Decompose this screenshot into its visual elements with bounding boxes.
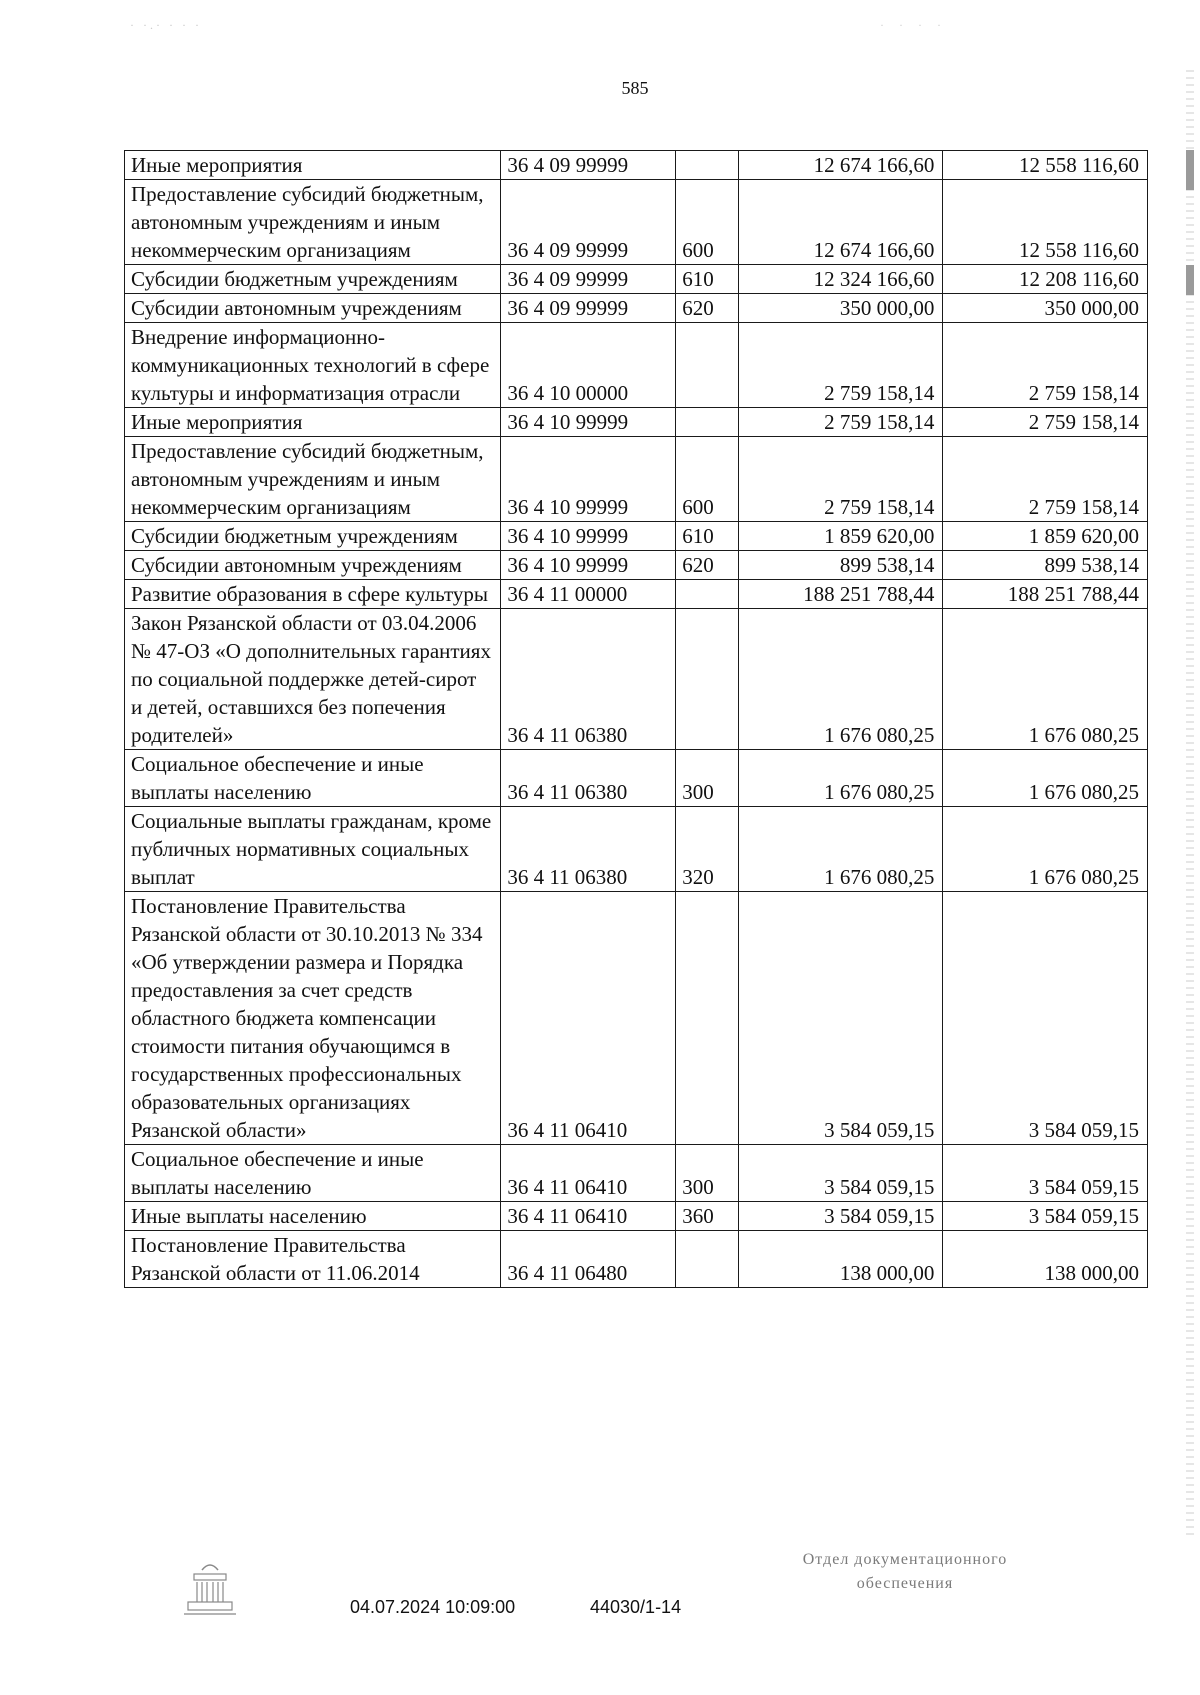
row-expense-type-cell [676,1231,739,1288]
row-expense-type-cell: 300 [676,1145,739,1202]
row-name-cell: Субсидии автономным учреждениям [125,294,501,323]
row-amount-1-cell: 899 538,14 [738,551,943,580]
row-name-cell: Иные выплаты населению [125,1202,501,1231]
row-name-cell: Постановление Правительства Рязанской области от 11.06.2014 [125,1231,501,1288]
row-amount-2-cell: 1 676 080,25 [943,609,1148,750]
row-amount-1-cell: 12 674 166,60 [738,151,943,180]
row-amount-2-cell: 1 676 080,25 [943,807,1148,892]
row-amount-1-cell: 138 000,00 [738,1231,943,1288]
row-amount-1-cell: 1 676 080,25 [738,750,943,807]
row-expense-type-cell: 600 [676,437,739,522]
row-code-cell: 36 4 10 99999 [501,437,676,522]
row-amount-1-cell: 1 676 080,25 [738,609,943,750]
row-expense-type-cell [676,408,739,437]
row-amount-2-cell: 12 208 116,60 [943,265,1148,294]
table-row [125,609,1148,750]
row-amount-2-cell: 138 000,00 [943,1231,1148,1288]
row-name-cell: Внедрение информационно-коммуникационных технологий в сфере культуры и информатизация отрасли [125,323,501,408]
row-amount-2-cell: 188 251 788,44 [943,580,1148,609]
row-code-cell: 36 4 09 99999 [501,265,676,294]
row-amount-2-cell: 899 538,14 [943,551,1148,580]
row-amount-2-cell: 2 759 158,14 [943,323,1148,408]
row-code-cell: 36 4 10 99999 [501,551,676,580]
scan-edge-marks [1186,70,1194,1540]
row-amount-1-cell: 12 324 166,60 [738,265,943,294]
row-expense-type-cell: 610 [676,522,739,551]
row-name-cell: Субсидии бюджетным учреждениям [125,522,501,551]
row-amount-1-cell: 12 674 166,60 [738,180,943,265]
row-amount-1-cell: 3 584 059,15 [738,892,943,1145]
table-row [125,807,1148,892]
table-row [125,580,1148,609]
row-code-cell: 36 4 11 06380 [501,807,676,892]
table-row [125,1145,1148,1202]
row-name-cell: Субсидии автономным учреждениям [125,551,501,580]
scan-noise-top-right: · · · · [880,18,947,32]
row-code-cell: 36 4 11 06480 [501,1231,676,1288]
row-expense-type-cell: 620 [676,294,739,323]
row-expense-type-cell [676,323,739,408]
table-row [125,892,1148,1145]
row-amount-1-cell: 3 584 059,15 [738,1145,943,1202]
row-expense-type-cell: 360 [676,1202,739,1231]
row-code-cell: 36 4 11 06380 [501,609,676,750]
row-name-cell: Постановление Правительства Рязанской области от 30.10.2013 № 334 «Об утверждении размера и Порядка предоставления за счет средств областного бюджета компенсации стоимости питания обучающимся в государственных профессиональных образовательных организациях Рязанской области» [125,892,501,1145]
row-amount-2-cell: 1 676 080,25 [943,750,1148,807]
row-code-cell: 36 4 09 99999 [501,180,676,265]
row-code-cell: 36 4 09 99999 [501,294,676,323]
row-expense-type-cell [676,892,739,1145]
row-name-cell: Предоставление субсидий бюджетным, автономным учреждениям и иным некоммерческим организациям [125,437,501,522]
budget-table [124,150,1148,1288]
row-code-cell: 36 4 09 99999 [501,151,676,180]
table-row [125,294,1148,323]
row-expense-type-cell [676,151,739,180]
row-amount-2-cell: 3 584 059,15 [943,892,1148,1145]
row-name-cell: Развитие образования в сфере культуры [125,580,501,609]
scan-noise-top-left: · ·.· · · · [130,18,202,32]
footer-registration-number: 44030/1-14 [590,1597,682,1617]
row-name-cell: Субсидии бюджетным учреждениям [125,265,501,294]
table-row [125,151,1148,180]
page-number: 585 [621,78,649,98]
row-amount-2-cell: 350 000,00 [943,294,1148,323]
row-expense-type-cell [676,580,739,609]
row-amount-1-cell: 188 251 788,44 [738,580,943,609]
row-code-cell: 36 4 11 00000 [501,580,676,609]
row-code-cell: 36 4 11 06410 [501,1202,676,1231]
table-row [125,1231,1148,1288]
row-amount-1-cell: 2 759 158,14 [738,323,943,408]
row-expense-type-cell: 600 [676,180,739,265]
table-row [125,522,1148,551]
row-expense-type-cell: 300 [676,750,739,807]
footer-datetime: 04.07.2024 10:09:00 [350,1597,516,1617]
row-name-cell: Иные мероприятия [125,408,501,437]
table-row [125,180,1148,265]
stamp-line-1: Отдел документационного [802,1551,1008,1568]
row-expense-type-cell [676,609,739,750]
row-expense-type-cell: 610 [676,265,739,294]
table-row [125,437,1148,522]
table-row [125,408,1148,437]
row-amount-2-cell: 1 859 620,00 [943,522,1148,551]
table-row [125,265,1148,294]
row-code-cell: 36 4 10 99999 [501,522,676,551]
row-code-cell: 36 4 10 00000 [501,323,676,408]
row-amount-2-cell: 12 558 116,60 [943,180,1148,265]
row-code-cell: 36 4 11 06410 [501,1145,676,1202]
row-amount-1-cell: 2 759 158,14 [738,437,943,522]
row-amount-1-cell: 1 676 080,25 [738,807,943,892]
table-row [125,1202,1148,1231]
stamp-line-2: обеспечения [856,1575,954,1592]
row-amount-1-cell: 3 584 059,15 [738,1202,943,1231]
row-expense-type-cell: 620 [676,551,739,580]
row-name-cell: Иные мероприятия [125,151,501,180]
table-row [125,750,1148,807]
row-code-cell: 36 4 10 99999 [501,408,676,437]
row-amount-2-cell: 2 759 158,14 [943,437,1148,522]
row-amount-1-cell: 2 759 158,14 [738,408,943,437]
row-amount-2-cell: 12 558 116,60 [943,151,1148,180]
row-name-cell: Социальное обеспечение и иные выплаты населению [125,1145,501,1202]
row-code-cell: 36 4 11 06380 [501,750,676,807]
row-code-cell: 36 4 11 06410 [501,892,676,1145]
row-name-cell: Социальные выплаты гражданам, кроме публичных нормативных социальных выплат [125,807,501,892]
row-amount-1-cell: 350 000,00 [738,294,943,323]
row-amount-2-cell: 3 584 059,15 [943,1145,1148,1202]
row-name-cell: Предоставление субсидий бюджетным, автономным учреждениям и иным некоммерческим организациям [125,180,501,265]
duma-logo-icon [180,1560,240,1624]
row-name-cell: Закон Рязанской области от 03.04.2006 № 47-ОЗ «О дополнительных гарантиях по социальной поддержке детей-сирот и детей, оставшихся без попечения родителей» [125,609,501,750]
row-name-cell: Социальное обеспечение и иные выплаты населению [125,750,501,807]
table-row [125,323,1148,408]
table-row [125,551,1148,580]
row-amount-2-cell: 3 584 059,15 [943,1202,1148,1231]
row-expense-type-cell: 320 [676,807,739,892]
row-amount-2-cell: 2 759 158,14 [943,408,1148,437]
department-stamp [760,1548,1050,1596]
row-amount-1-cell: 1 859 620,00 [738,522,943,551]
